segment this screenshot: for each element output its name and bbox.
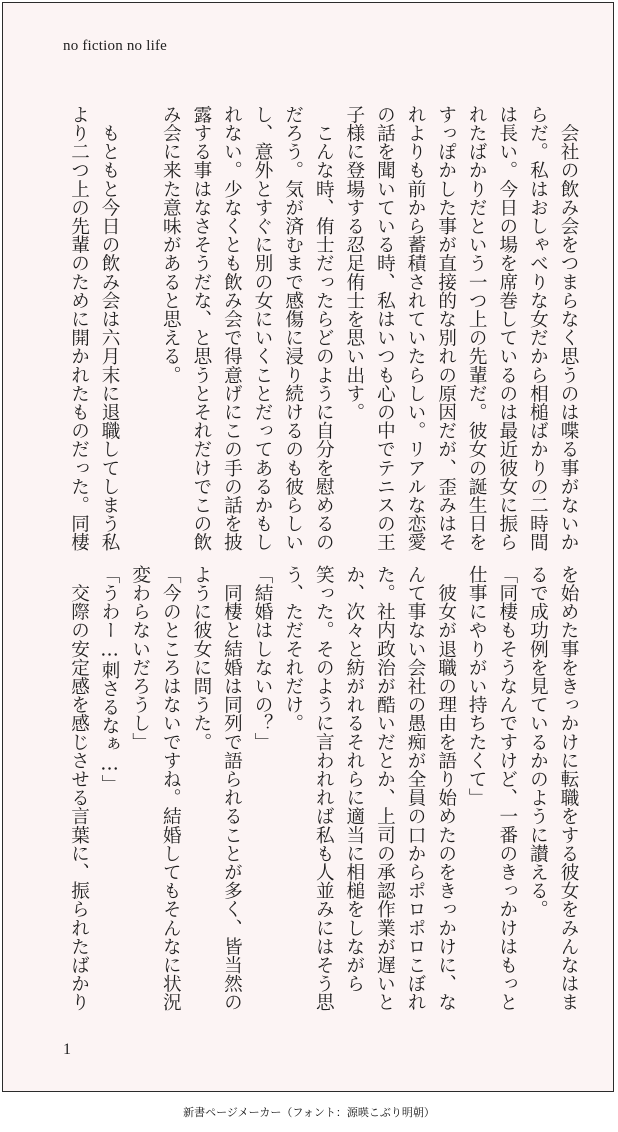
text-line: は長い。今日の場を席巻しているのは最近彼女に振ら <box>496 105 518 552</box>
text-line: 彼女が退職の理由を語り始めたのをきっかけに、な <box>435 565 457 1012</box>
text-line: た。社内政治が酷いだとか、上司の承認作業が遅いと <box>374 565 396 1012</box>
text-line: んて事ない会社の愚痴が全員の口からポロポロこぼれ <box>405 565 427 1012</box>
text-line: し、意外とすぐに別の女にいくことだってあるかもし <box>252 105 274 552</box>
text-line: の話を聞いている時、私はいつも心の中でテニスの王 <box>374 105 396 552</box>
page-number: 1 <box>63 1041 71 1058</box>
top-text-block <box>63 105 583 552</box>
text-line: だろう。気が済むまで感傷に浸り続けるのも彼らしい <box>282 105 304 552</box>
text-line: 子様に登場する忍足侑士を思い出す。 <box>343 105 365 422</box>
text-line: み会に来た意味があると思える。 <box>160 105 182 384</box>
text-line: 笑った。そのように言われれば私も人並みにはそう思 <box>313 565 335 1012</box>
text-line: れたばかりだという一つ上の先輩だ。彼女の誕生日を <box>466 105 488 552</box>
page-header-title: no fiction no life <box>63 38 167 54</box>
text-line: 同棲と結婚は同列で語られることが多く、皆当然の <box>221 565 243 1012</box>
text-line: こんな時、侑士だったらどのように自分を慰めるの <box>313 105 335 552</box>
text-line: 「同棲もそうなんですけど、一番のきっかけはもっと <box>496 565 518 1012</box>
text-line: らだ。私はおしゃべりな女だから相槌ばかりの二時間 <box>527 105 549 552</box>
footer-credit: 新書ページメーカー（フォント：源暎こぶり明朝） <box>183 1106 435 1119</box>
text-line: れない。少なくとも飲み会で得意げにこの手の話を披 <box>221 105 243 552</box>
text-line: を始めた事をきっかけに転職をする彼女をみんなはま <box>558 565 579 1012</box>
text-line <box>124 105 155 535</box>
text-line: 「うわー…刺さるなぁ…」 <box>99 565 121 793</box>
text-line: より二つ上の先輩のために開かれたものだった。同棲 <box>68 105 90 552</box>
text-line: う、ただそれだけ。 <box>282 565 304 733</box>
text-line: るで成功例を見ているかのように讃える。 <box>527 565 549 919</box>
text-line: 交際の安定感を感じさせる言葉に、振られたばかり <box>68 565 90 1012</box>
text-line: か、次々と紡がれるそれらに適当に相槌をしながら <box>343 565 365 993</box>
text-line: 変わらないだろうし」 <box>129 565 151 751</box>
text-line: ように彼女に問うた。 <box>190 565 212 751</box>
book-page <box>2 2 614 1092</box>
text-line: すっぽかした事が直接的な別れの原因だが、歪みはそ <box>435 105 457 552</box>
bottom-text-block <box>63 565 583 1012</box>
text-line: 仕事にやりがい持ちたくて」 <box>466 565 488 807</box>
text-line: 露する事はなさそうだな、と思うとそれだけでこの飲 <box>190 105 212 552</box>
text-line: れよりも前から蓄積されていたらしい。リアルな恋愛 <box>405 105 427 552</box>
text-line: 会社の飲み会をつまらなく思うのは喋る事がないか <box>558 105 579 552</box>
text-line: 「結婚はしないの？」 <box>252 565 274 751</box>
text-line: もともと今日の飲み会は六月末に退職してしまう私 <box>99 105 121 552</box>
text-line: 「今のところはないですね。結婚してもそんなに状況 <box>160 565 182 1012</box>
